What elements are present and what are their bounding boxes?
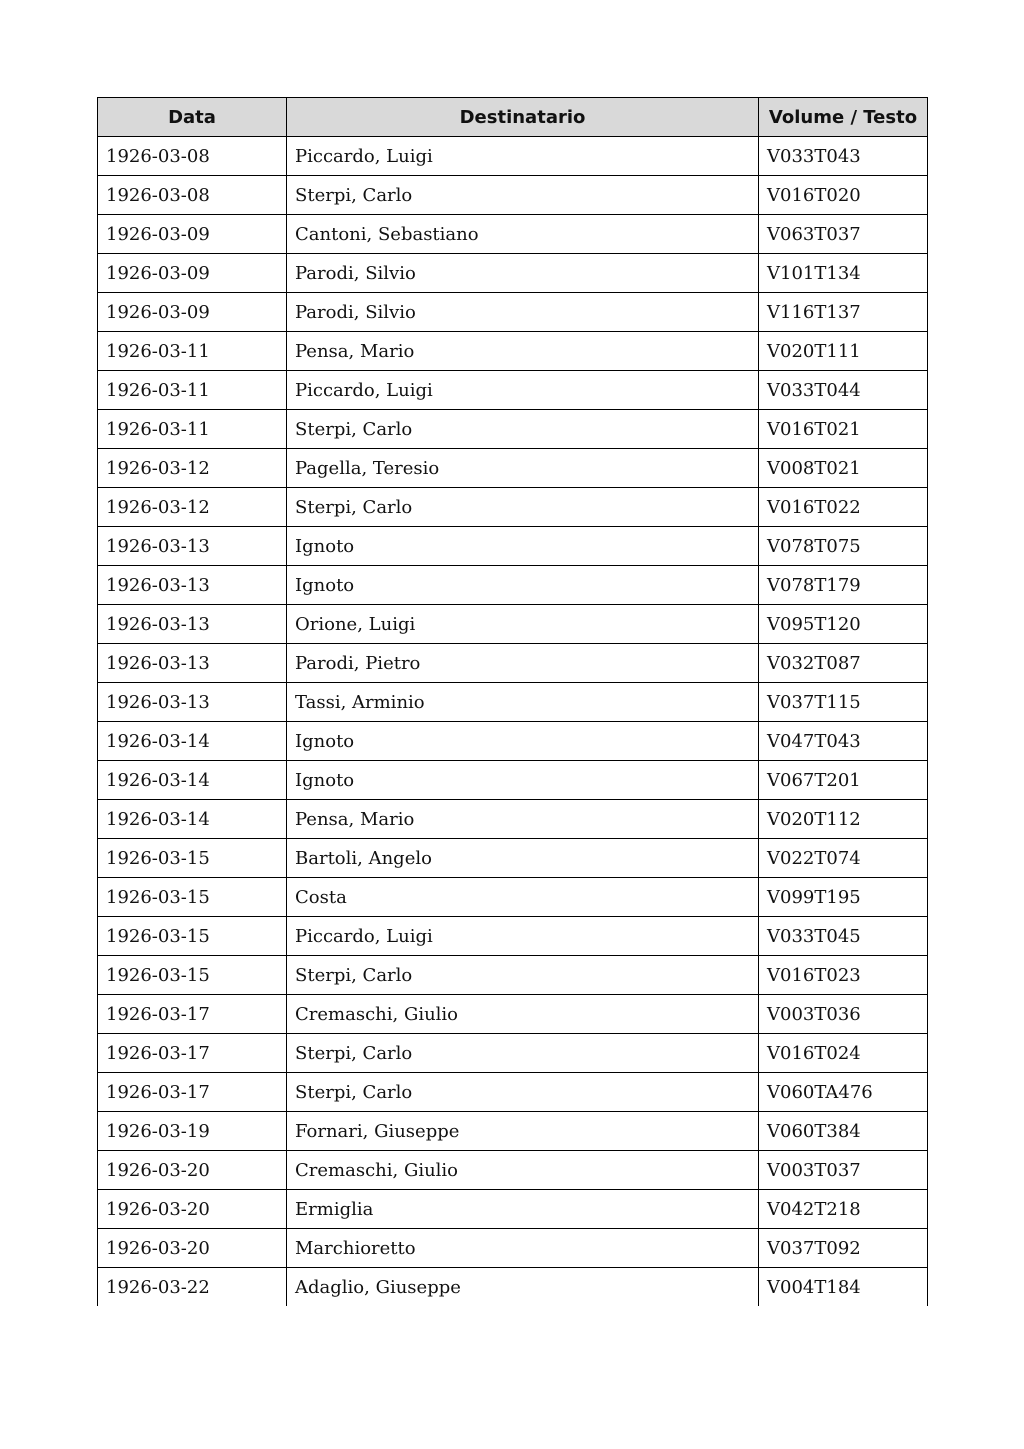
cell-recipient: Sterpi, Carlo [287,410,759,449]
cell-recipient: Cremaschi, Giulio [287,995,759,1034]
table-row [98,839,928,878]
header-row [98,98,928,137]
cell-recipient: Sterpi, Carlo [287,1034,759,1073]
cell-volume: V099T195 [759,878,928,917]
cell-date: 1926-03-20 [98,1151,287,1190]
cell-volume: V060TA476 [759,1073,928,1112]
cell-volume: V003T036 [759,995,928,1034]
cell-date: 1926-03-15 [98,839,287,878]
cell-recipient: Piccardo, Luigi [287,371,759,410]
column-header-recipient: Destinatario [287,98,759,137]
cell-volume: V020T111 [759,332,928,371]
cell-volume: V116T137 [759,293,928,332]
cell-recipient: Tassi, Arminio [287,683,759,722]
cell-volume: V101T134 [759,254,928,293]
cell-recipient: Ignoto [287,566,759,605]
cell-volume: V042T218 [759,1190,928,1229]
table-row [98,1112,928,1151]
table-row [98,605,928,644]
table-row [98,371,928,410]
table-row [98,527,928,566]
cell-recipient: Ignoto [287,527,759,566]
cell-date: 1926-03-11 [98,371,287,410]
cell-date: 1926-03-08 [98,176,287,215]
letters-table-container [97,97,927,1306]
cell-recipient: Sterpi, Carlo [287,1073,759,1112]
cell-date: 1926-03-17 [98,1034,287,1073]
cell-date: 1926-03-13 [98,683,287,722]
cell-recipient: Pensa, Mario [287,800,759,839]
cell-date: 1926-03-20 [98,1190,287,1229]
cell-date: 1926-03-12 [98,488,287,527]
cell-recipient: Sterpi, Carlo [287,956,759,995]
cell-date: 1926-03-17 [98,1073,287,1112]
table-row [98,137,928,176]
cell-date: 1926-03-14 [98,761,287,800]
cell-recipient: Ignoto [287,761,759,800]
table-header [98,98,928,137]
table-row [98,449,928,488]
cell-volume: V003T037 [759,1151,928,1190]
cell-volume: V033T045 [759,917,928,956]
cell-recipient: Cantoni, Sebastiano [287,215,759,254]
table-row [98,995,928,1034]
cell-volume: V004T184 [759,1268,928,1307]
cell-volume: V020T112 [759,800,928,839]
cell-volume: V022T074 [759,839,928,878]
cell-recipient: Pensa, Mario [287,332,759,371]
cell-date: 1926-03-13 [98,566,287,605]
cell-date: 1926-03-11 [98,332,287,371]
cell-date: 1926-03-19 [98,1112,287,1151]
cell-volume: V047T043 [759,722,928,761]
cell-volume: V016T024 [759,1034,928,1073]
column-header-date: Data [98,98,287,137]
cell-recipient: Parodi, Silvio [287,254,759,293]
table-row [98,683,928,722]
cell-date: 1926-03-17 [98,995,287,1034]
cell-date: 1926-03-13 [98,605,287,644]
cell-volume: V063T037 [759,215,928,254]
table-row [98,761,928,800]
cell-volume: V060T384 [759,1112,928,1151]
cell-volume: V016T020 [759,176,928,215]
cell-date: 1926-03-15 [98,878,287,917]
cell-volume: V033T043 [759,137,928,176]
cell-volume: V078T075 [759,527,928,566]
table-row [98,1073,928,1112]
cell-recipient: Pagella, Teresio [287,449,759,488]
cell-recipient: Parodi, Pietro [287,644,759,683]
cell-recipient: Marchioretto [287,1229,759,1268]
cell-date: 1926-03-14 [98,800,287,839]
table-row [98,1229,928,1268]
table-row [98,215,928,254]
cell-volume: V032T087 [759,644,928,683]
letters-table [97,97,928,1306]
table-row [98,800,928,839]
cell-date: 1926-03-11 [98,410,287,449]
cell-date: 1926-03-08 [98,137,287,176]
table-row [98,1268,928,1307]
cell-volume: V078T179 [759,566,928,605]
cell-recipient: Cremaschi, Giulio [287,1151,759,1190]
cell-recipient: Ignoto [287,722,759,761]
cell-recipient: Piccardo, Luigi [287,137,759,176]
cell-recipient: Costa [287,878,759,917]
column-header-volume: Volume / Testo [759,98,928,137]
table-row [98,332,928,371]
cell-date: 1926-03-15 [98,956,287,995]
cell-recipient: Piccardo, Luigi [287,917,759,956]
table-row [98,410,928,449]
table-row [98,956,928,995]
cell-date: 1926-03-22 [98,1268,287,1307]
cell-date: 1926-03-09 [98,293,287,332]
table-row [98,293,928,332]
cell-recipient: Orione, Luigi [287,605,759,644]
cell-volume: V033T044 [759,371,928,410]
cell-date: 1926-03-13 [98,527,287,566]
cell-date: 1926-03-20 [98,1229,287,1268]
cell-recipient: Sterpi, Carlo [287,176,759,215]
cell-recipient: Adaglio, Giuseppe [287,1268,759,1307]
cell-recipient: Parodi, Silvio [287,293,759,332]
cell-date: 1926-03-09 [98,254,287,293]
cell-date: 1926-03-15 [98,917,287,956]
cell-date: 1926-03-12 [98,449,287,488]
table-row [98,722,928,761]
cell-recipient: Sterpi, Carlo [287,488,759,527]
cell-date: 1926-03-13 [98,644,287,683]
table-row [98,176,928,215]
cell-volume: V008T021 [759,449,928,488]
table-row [98,1034,928,1073]
table-row [98,488,928,527]
table-row [98,1190,928,1229]
table-row [98,566,928,605]
table-row [98,644,928,683]
cell-volume: V037T092 [759,1229,928,1268]
cell-volume: V016T021 [759,410,928,449]
table-row [98,1151,928,1190]
cell-recipient: Fornari, Giuseppe [287,1112,759,1151]
cell-volume: V016T022 [759,488,928,527]
cell-date: 1926-03-14 [98,722,287,761]
table-body [98,137,928,1307]
cell-volume: V067T201 [759,761,928,800]
table-row [98,254,928,293]
table-row [98,878,928,917]
cell-date: 1926-03-09 [98,215,287,254]
cell-volume: V095T120 [759,605,928,644]
table-row [98,917,928,956]
cell-recipient: Ermiglia [287,1190,759,1229]
cell-volume: V037T115 [759,683,928,722]
cell-recipient: Bartoli, Angelo [287,839,759,878]
cell-volume: V016T023 [759,956,928,995]
